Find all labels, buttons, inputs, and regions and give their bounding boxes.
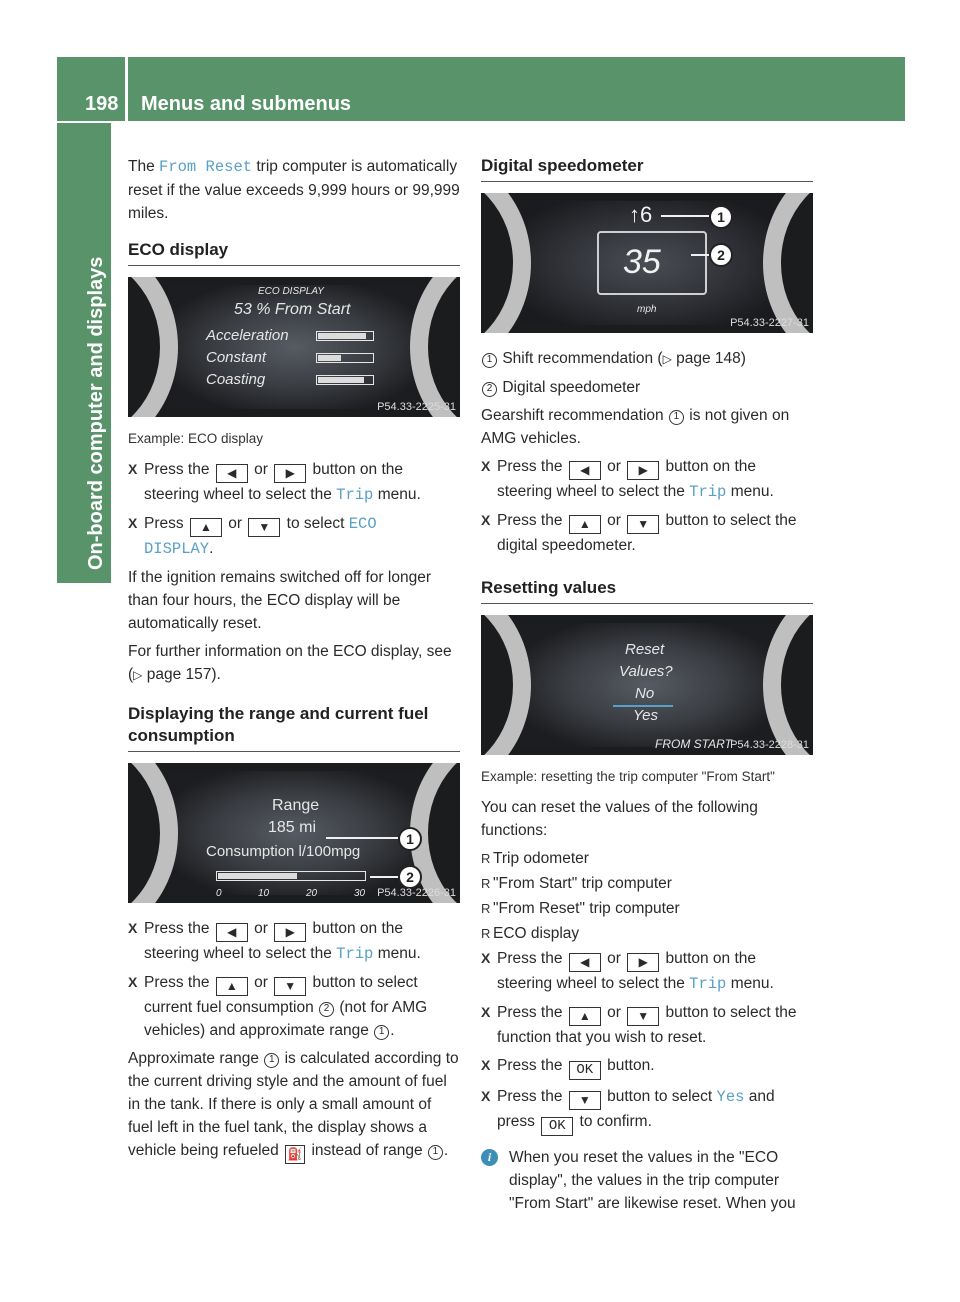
reset-step-1: X Press the ◀ or ▶ button on the steering wheel to select the Trip menu. [481,947,813,996]
right-key-icon: ▶ [627,953,659,972]
list-item: R "From Start" trip computer [481,872,813,895]
eco-paragraph-2: For further information on the ECO display, see (▷ page 157). [128,643,452,683]
left-key-icon: ◀ [216,923,248,942]
down-key-icon: ▼ [627,515,659,534]
page-ref-icon: ▷ [662,352,672,366]
down-key-icon: ▼ [569,1091,601,1110]
from-reset-term: From Reset [159,158,253,176]
left-key-icon: ◀ [216,464,248,483]
down-key-icon: ▼ [274,977,306,996]
list-item: R ECO display [481,922,813,945]
down-key-icon: ▼ [248,518,280,537]
speedo-step-2: X Press the ▲ or ▼ button to select the digital speedometer. [481,509,813,557]
up-key-icon: ▲ [216,977,248,996]
range-step-1: X Press the ◀ or ▶ button on the steering wheel to select the Trip menu. [128,917,460,966]
callout-1: 1 [709,205,733,229]
legend-1: 1 Shift recommendation (▷ page 148) [481,347,813,371]
range-display-image: Range 185 mi Consumption l/100mpg 0 10 20 30 1 2 P54.33-2226-31 [128,763,460,903]
range-screen-title: Range [272,797,320,814]
left-key-icon: ◀ [569,461,601,480]
up-key-icon: ▲ [569,1007,601,1026]
eco-caption: Example: ECO display [128,431,264,446]
right-key-icon: ▶ [274,923,306,942]
callout-2: 2 [709,243,733,267]
info-note: i When you reset the values in the "ECO display", the values in the trip computer "From Start" are likewise reset. When you [481,1146,813,1215]
left-key-icon: ◀ [569,953,601,972]
range-heading: Displaying the range and current fuel consumption [128,703,460,752]
reset-line-1: Reset [625,641,665,658]
page-number: 198 [85,93,119,115]
eco-bar-2 [316,375,374,385]
legend-2: 2 Digital speedometer [481,376,813,399]
range-screen-value: 185 mi [268,819,317,836]
image-code: P54.33-2225-31 [377,401,456,413]
image-code: P54.33-2226-31 [377,887,456,899]
eco-display-image [128,277,460,417]
reset-footer: FROM START [655,737,732,751]
reset-paragraph: You can reset the values of the following functions: [481,799,758,839]
image-code: P54.33-2227-31 [730,317,809,329]
page-ref-icon: ▷ [133,668,143,682]
speedo-heading: Digital speedometer [481,155,813,182]
callout-ref-1: 1 [374,1025,389,1040]
gear-indicator: ↑6 [629,202,653,227]
eco-bar-1 [316,353,374,363]
side-tab-label: On-board computer and displays [85,256,107,570]
speed-unit: mph [637,304,657,315]
ok-key-icon: OK [541,1117,573,1136]
range-screen-consumption: Consumption l/100mpg [206,843,361,860]
info-icon: i [481,1149,498,1166]
callout-ref-2: 2 [319,1002,334,1017]
right-column [481,155,813,1220]
eco-paragraph-1: If the ignition remains switched off for longer than four hours, the ECO display will be automatically reset. [128,569,431,632]
eco-screen-title: ECO DISPLAY [258,286,324,297]
up-key-icon: ▲ [190,518,222,537]
eco-row-label-1: Constant [206,349,267,366]
eco-bar-0 [316,331,374,341]
reset-step-4: X Press the ▼ button to select Yes and press OK to confirm. [481,1085,813,1136]
reset-option-no: No [635,685,655,702]
eco-row-label-0: Acceleration [206,327,289,344]
reset-image [481,615,813,755]
up-key-icon: ▲ [569,515,601,534]
left-column [128,155,460,1169]
reset-line-2: Values? [619,663,673,680]
header-divider [125,57,128,121]
right-key-icon: ▶ [627,461,659,480]
list-item: R Trip odometer [481,847,813,870]
range-paragraph: Approximate range 1 is calculated according to the current driving style and the amount of fuel in the tank. If there is only a small amount of fuel left in the fuel tank, the display shows a vehicle being refueled ⛽ instead of range 1 . [128,1047,460,1164]
eco-screen-value: 53 % From Start [234,301,351,318]
eco-step-2: X Press ▲ or ▼ to select ECO DISPLAY. [128,512,460,561]
down-key-icon: ▼ [627,1007,659,1026]
speed-value: 35 [623,243,661,281]
eco-heading: ECO display [128,239,460,266]
speedometer-image [481,193,813,333]
right-key-icon: ▶ [274,464,306,483]
list-item: R "From Reset" trip computer [481,897,813,920]
ok-key-icon: OK [569,1061,601,1080]
eco-row-label-2: Coasting [206,371,266,388]
callout-2: 2 [398,865,422,889]
image-code: P54.33-2228-31 [730,739,809,751]
intro-paragraph: The From Reset trip computer is automatically reset if the value exceeds 9,999 hours or 99,999 miles. [128,158,460,222]
fuel-pump-icon: ⛽ [285,1145,305,1164]
page-title: Menus and submenus [141,93,352,115]
callout-1: 1 [398,827,422,851]
reset-option-yes: Yes [633,707,659,724]
speedo-step-1: X Press the ◀ or ▶ button on the steering wheel to select the Trip menu. [481,455,813,504]
reset-heading: Resetting values [481,577,813,604]
eco-step-1: X Press the ◀ or ▶ button on the steering wheel to select the Trip menu. [128,458,460,507]
gearshift-paragraph: Gearshift recommendation 1 is not given on AMG vehicles. [481,407,790,447]
range-step-2: X Press the ▲ or ▼ button to select current fuel consumption 2 (not for AMG vehicles) and approximate range 1 . [128,971,460,1042]
reset-step-2: X Press the ▲ or ▼ button to select the function that you wish to reset. [481,1001,813,1049]
reset-caption: Example: resetting the trip computer "From Start" [481,769,775,784]
reset-step-3: X Press the OK button. [481,1054,813,1080]
consumption-bar [216,871,366,881]
